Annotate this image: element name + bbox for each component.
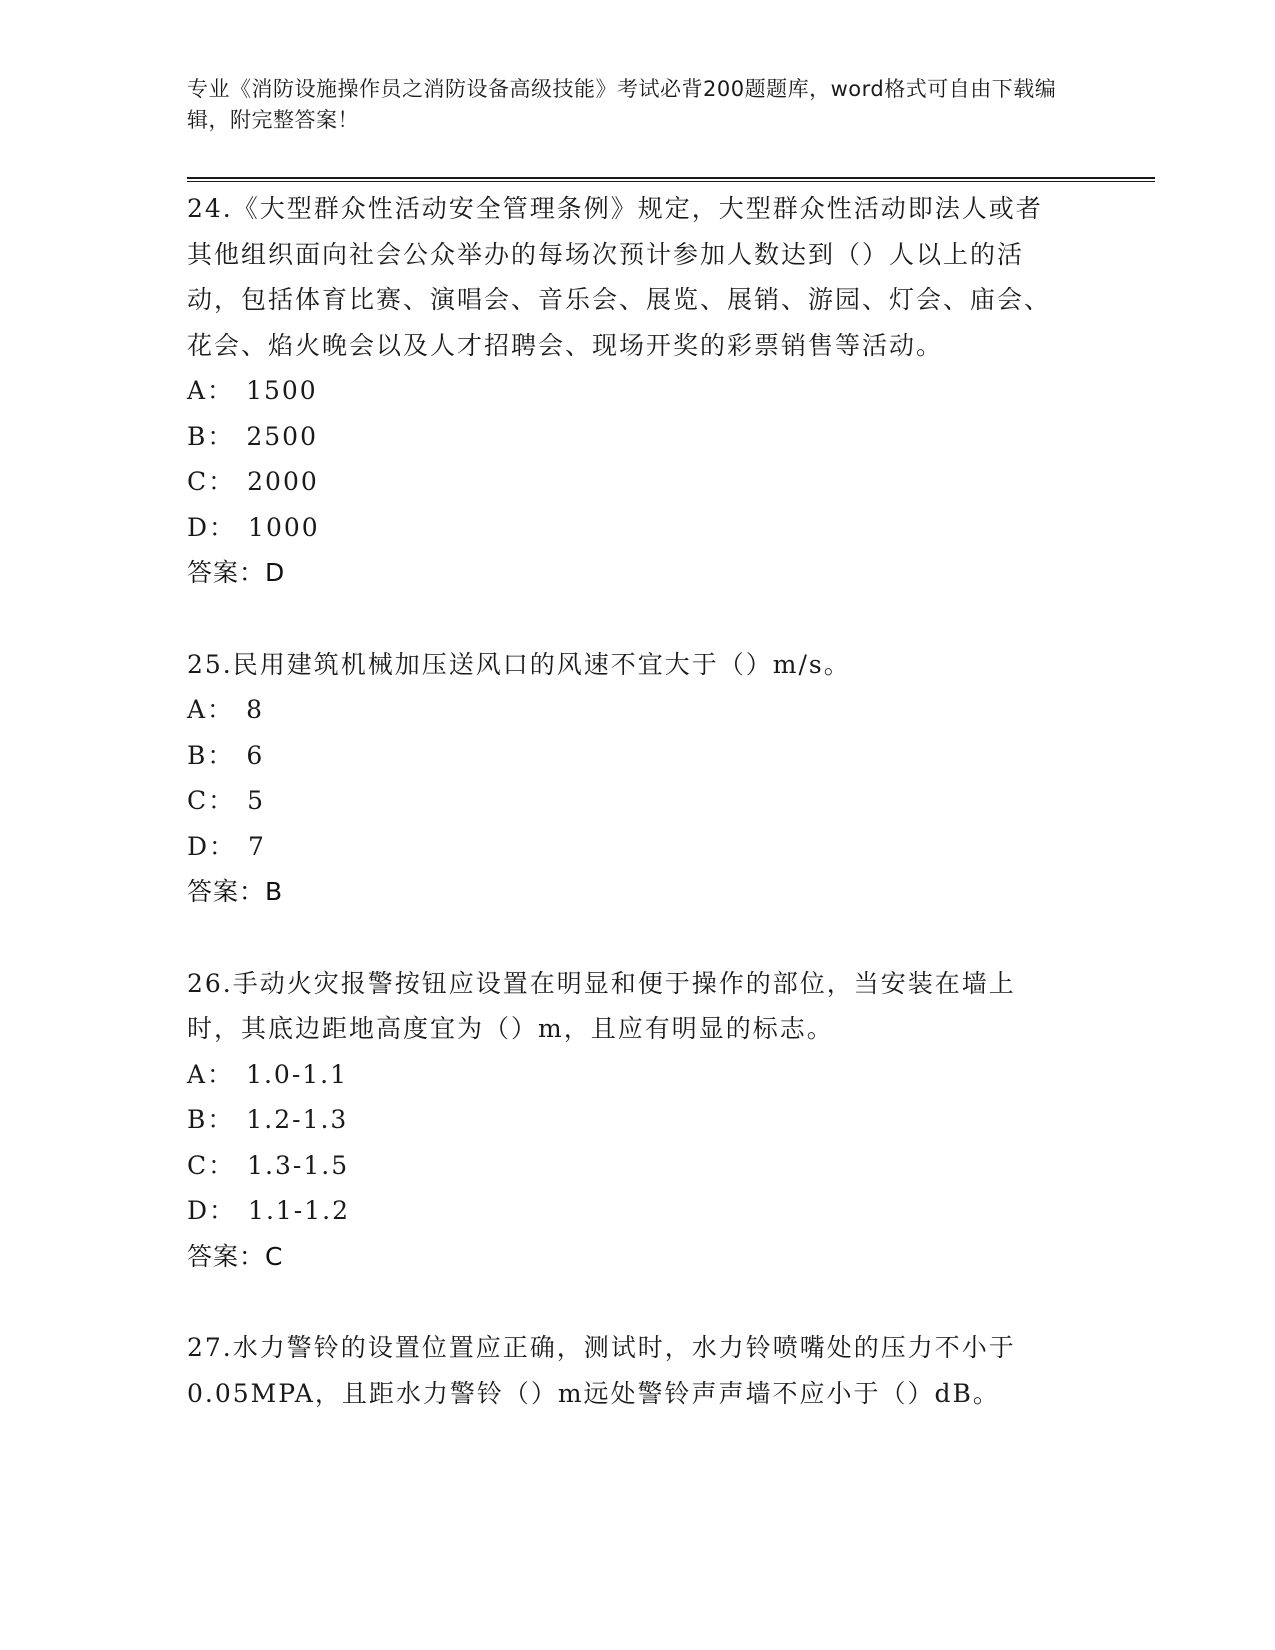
answer-label: 答案：B (187, 877, 284, 906)
option-value: 6 (246, 740, 265, 770)
option-value: 2000 (247, 467, 319, 496)
option-value: 1.0-1.1 (246, 1059, 349, 1089)
question-25 (187, 642, 1067, 915)
option-a (187, 1052, 1067, 1098)
option-value: 5 (247, 786, 266, 815)
option-letter: B： (187, 1105, 235, 1134)
option-value: 1.1-1.2 (248, 1196, 351, 1225)
option-value: 1.3-1.5 (247, 1150, 350, 1180)
option-letter: C： (187, 467, 236, 496)
option-letter: B： (187, 740, 235, 770)
option-letter: D： (187, 831, 237, 861)
option-d (187, 824, 1067, 870)
option-value: 2500 (246, 421, 318, 451)
document-header: 专业《消防设施操作员之消防设备高级技能》考试必背200题题库，word格式可自由下载编辑，附完整答案！ (187, 77, 1057, 132)
option-value: 8 (246, 695, 264, 724)
question-27 (187, 1325, 1067, 1416)
question-24 (187, 186, 1067, 596)
question-26 (187, 961, 1067, 1280)
option-c (187, 778, 1067, 824)
option-value: 1500 (246, 376, 318, 405)
question-stem: 24.《大型群众性活动安全管理条例》规定，大型群众性活动即法人或者其他组织面向社会公众举办的每场次预计参加人数达到（）人以上的活动，包括体育比赛、演唱会、音乐会、展览、展销、游园、灯会、庙会、花会、焰火晚会以及人才招聘会、现场开奖的彩票销售等活动。 (187, 194, 1052, 360)
option-b (187, 414, 1067, 460)
option-letter: B： (187, 421, 235, 451)
option-value: 1.2-1.3 (246, 1105, 349, 1134)
option-c (187, 1143, 1067, 1189)
question-stem: 25.民用建筑机械加压送风口的风速不宜大于（）m/s。 (187, 649, 851, 679)
option-d (187, 505, 1067, 551)
question-list (187, 186, 1067, 1416)
option-letter: A： (187, 376, 235, 405)
question-stem: 27.水力警铃的设置位置应正确，测试时，水力铃喷嘴处的压力不小于0.05MPA，且距水力警铃（）m远处警铃声声墙不应小于（）dB。 (187, 1333, 1016, 1408)
option-a (187, 368, 1067, 414)
question-stem: 26.手动火灾报警按钮应设置在明显和便于操作的部位，当安装在墙上时，其底边距地高度宜为（）m，且应有明显的标志。 (187, 968, 1016, 1043)
header-divider (187, 177, 1155, 182)
option-c (187, 459, 1067, 505)
option-letter: A： (187, 695, 235, 724)
option-b (187, 1097, 1067, 1143)
answer-label: 答案：D (187, 558, 286, 587)
answer-label: 答案：C (187, 1241, 284, 1271)
option-letter: C： (187, 1150, 236, 1180)
option-letter: D： (187, 1196, 237, 1225)
option-value: 7 (248, 831, 266, 861)
option-b (187, 733, 1067, 779)
option-letter: A： (187, 1059, 235, 1089)
option-letter: D： (187, 512, 237, 542)
option-a (187, 687, 1067, 733)
option-d (187, 1188, 1067, 1234)
option-value: 1000 (248, 512, 320, 542)
option-letter: C： (187, 786, 236, 815)
